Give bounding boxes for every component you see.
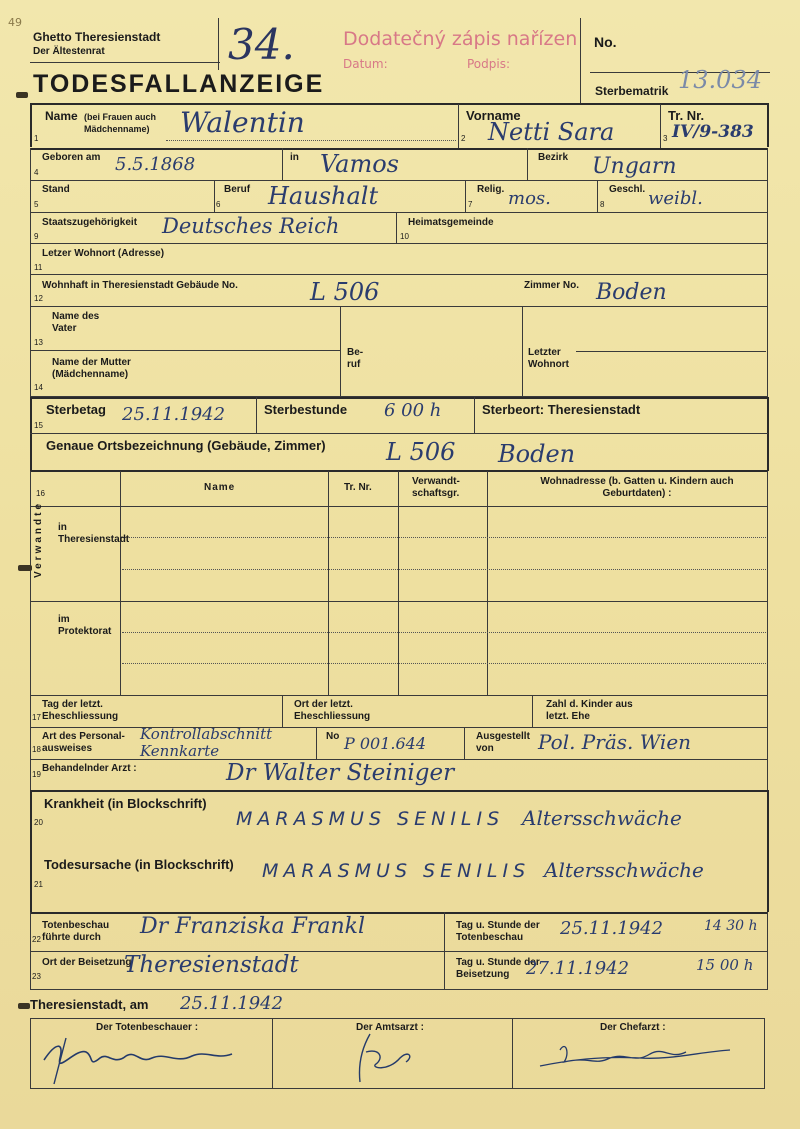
zimmer-value: Boden <box>596 280 667 305</box>
im-protektorat-label: im Protektorat <box>58 614 112 637</box>
sterbetag-value: 25.11.1942 <box>122 404 226 425</box>
sig-totenbeschauer-label: Der Totenbeschauer : <box>96 1022 199 1033</box>
wohnhaft-label: Wohnhaft in Theresienstadt Gebäude No. <box>42 280 238 291</box>
stamp-datum: Datum: <box>343 57 388 71</box>
relig-value: mos. <box>508 188 551 209</box>
ausweis-art-value: Kontrollabschnitt Kennkarte <box>140 725 273 760</box>
no-label: No. <box>594 34 617 50</box>
sterbeort-label: Sterbeort: Theresienstadt <box>482 402 641 417</box>
stand-label: Stand <box>42 184 70 195</box>
totenbeschau-tag-label: Tag u. Stunde der Totenbeschau <box>456 920 540 943</box>
stamp-podpis: Podpis: <box>467 57 511 71</box>
bezirk-value: Ungarn <box>592 154 677 179</box>
todesursache-label: Todesursache (in Blockschrift) <box>44 857 234 872</box>
krankheit-value1: MARASMUS SENILIS <box>236 808 505 830</box>
todesursache-value2: Altersschwäche <box>544 858 704 882</box>
totenbeschau-value: Dr Franziska Frankl <box>140 914 366 939</box>
arzt-label: Behandelnder Arzt : <box>42 763 137 774</box>
totenbeschau-tag-value: 25.11.1942 <box>560 918 664 939</box>
col-name: Name <box>204 482 236 493</box>
kinder-label: Zahl d. Kinder aus letzt. Ehe <box>546 699 633 722</box>
ortsbez-value1: L 506 <box>386 438 456 466</box>
staat-label: Staatszugehörigkeit <box>42 217 138 228</box>
col-verwandt: Verwandt- schaftsgr. <box>412 476 460 499</box>
krankheit-value2: Altersschwäche <box>522 806 682 830</box>
bezirk-label: Bezirk <box>538 152 569 163</box>
beisetzung-tag-value: 27.11.1942 <box>526 958 630 979</box>
sterbematrik-value: 13.034 <box>678 66 762 94</box>
sig-amtsarzt-label: Der Amtsarzt : <box>356 1022 424 1033</box>
place-date-label: Theresienstadt, am <box>30 997 149 1012</box>
beruf2-label: Be- ruf <box>347 347 364 370</box>
vater-label: Name des Vater <box>52 311 100 334</box>
beisetzung-tag-label: Tag u. Stunde der Beisetzung <box>456 957 540 980</box>
beisetzung-ort-label: Ort der Beisetzung <box>42 957 132 968</box>
arzt-value: Dr Walter Steiniger <box>226 760 455 786</box>
totenbeschau-label: Totenbeschau führte durch <box>42 920 110 943</box>
vorname-label: Vorname <box>466 108 521 123</box>
verwandte-label: Verwandte <box>33 500 44 578</box>
mutter-label: Name der Mutter (Mädchenname) <box>52 357 131 380</box>
letzter-wohnort2-label: Letzter Wohnort <box>528 347 569 370</box>
ortsbez-value2: Boden <box>498 440 576 468</box>
sterbetag-label: Sterbetag <box>46 402 106 417</box>
letzter-wohnort-label: Letzer Wohnort (Adresse) <box>42 248 165 259</box>
beisetzung-stunde-value: 15 00 h <box>696 956 754 974</box>
death-notice-form: 49 Ghetto Theresienstadt Der Ältestenrat TODESFALLANZEIGE 34. Dodatečný zápis nařízen Datum: Podpis: No. Sterbematrik 13.034 Name (bei Frauen auch Mädchenname) 1 Walentin Vorname 2 Netti Sara Tr. Nr. 3 IV/9-383 Geboren am 4 5.5.1868 in Vamos Bezirk Ungarn Stand 5 Beruf 6 Haushalt Relig. 7 mos. Geschl. 8 weibl. Staatszugehörigkeit 9 Deutsches Reich Heimatsgemeinde 10 Letzer Wohnort (Adresse) 11 Wohnhaft in Theresienstadt Gebäude No. 12 L 506 Zimmer No. Boden Name des Vater 13 Name der Mutter (Mädchenname) 14 Be- ruf Letzter Wohnort Sterbetag 15 25.11.1942 Sterbestunde 6 00 h Sterbeort: Theresienstadt Genaue Ortsbezeichnung (Gebäude, Zimmer) L 506 Boden 16 Name Tr. Nr. Verwandt- schaftsgr. Wohnadresse (b. Gatten u. Kindern auch Geburtdaten) : Verwandte in Theresienstadt im Protektorat Tag der letzt. Eheschliessung 17 Ort der letzt. Eheschliessung Zahl d. Kinder aus letzt. Ehe Art des Personal- ausweises 18 Kontrollabschnitt Kennkarte No P 001.644 Ausgestellt von Pol. Präs. Wien Behandelnder Arzt : 19 Dr Walter Steiniger Krankheit (in Blockschrift) 20 MARASMUS SENILIS Altersschwäche Todesursache (in Blockschrift) 21 MARASMUS SENILIS Altersschwäche Totenbeschau führte durch 22 Dr Franziska Frankl Tag u. Stunde der Totenbeschau 25.11.1942 14 30 h Ort der Beisetzung 23 Theresienstadt Tag u. Stunde der Beisetzung 27.11.1942 15 00 h Theresienstadt, am 25.11.1942 Der Totenbeschauer : Der Amtsarzt : Der Chefarzt : <box>0 0 800 1129</box>
zimmer-label: Zimmer No. <box>524 280 580 291</box>
ausweis-art-label: Art des Personal- ausweises <box>42 731 125 754</box>
relig-label: Relig. <box>477 184 505 195</box>
beisetzung-ort-value: Theresienstadt <box>124 952 299 978</box>
stamp-title: Dodatečný zápis nařízen <box>343 28 578 50</box>
heimat-label: Heimatsgemeinde <box>408 217 494 228</box>
trnr-label: Tr. Nr. <box>668 108 705 123</box>
signature-totenbeschauer <box>36 1030 266 1086</box>
krankheit-label: Krankheit (in Blockschrift) <box>44 796 207 811</box>
trnr-value: IV/9-383 <box>672 122 754 142</box>
institution-name: Ghetto Theresienstadt <box>33 30 161 44</box>
totenbeschau-stunde-value: 14 30 h <box>704 918 758 934</box>
corner-mark: 49 <box>8 16 22 29</box>
eheschl-ort-label: Ort der letzt. Eheschliessung <box>294 699 371 722</box>
handwritten-number: 34. <box>228 20 295 69</box>
place-date-value: 25.11.1942 <box>180 993 284 1014</box>
name-sublabel: (bei Frauen auch Mädchenname) <box>84 112 157 134</box>
signature-amtsarzt <box>340 1028 460 1086</box>
todesursache-value1: MARASMUS SENILIS <box>262 860 531 882</box>
staple-mark-top <box>16 92 28 98</box>
signature-chefarzt <box>530 1030 750 1084</box>
ausgestellt-label: Ausgestellt von <box>476 731 530 754</box>
col-wohnadresse: Wohnadresse (b. Gatten u. Kindern auch Geburtdaten) : <box>540 476 734 499</box>
staat-value: Deutsches Reich <box>162 214 340 238</box>
sterbestunde-label: Sterbestunde <box>264 402 348 417</box>
sterbestunde-value: 6 00 h <box>384 400 442 421</box>
eheschl-tag-label: Tag der letzt. Eheschliessung <box>42 699 119 722</box>
geboren-value: 5.5.1868 <box>115 154 196 175</box>
sig-chefarzt-label: Der Chefarzt : <box>600 1022 666 1033</box>
geboren-label: Geboren am <box>42 152 101 163</box>
name-label: Name <box>45 109 78 123</box>
vorname-value: Netti Sara <box>488 118 615 146</box>
ausweis-no-value: P 001.644 <box>344 734 427 753</box>
ortsbez-label: Genaue Ortsbezeichnung (Gebäude, Zimmer) <box>46 438 326 453</box>
in-value: Vamos <box>320 150 399 178</box>
in-label: in <box>290 152 299 163</box>
form-title: TODESFALLANZEIGE <box>33 70 325 98</box>
beruf-label: Beruf <box>224 184 251 195</box>
wohnhaft-value: L 506 <box>310 278 380 306</box>
ausweis-no-label: No <box>326 731 340 742</box>
beruf-value: Haushalt <box>268 182 379 210</box>
staple-mark-bottom <box>18 1003 30 1009</box>
sterbematrik-label: Sterbematrik <box>595 84 669 98</box>
staple-mark-middle <box>18 565 32 571</box>
col-trnr: Tr. Nr. <box>344 482 372 493</box>
geschl-label: Geschl. <box>609 184 646 195</box>
in-theresienstadt-label: in Theresienstadt <box>58 522 130 545</box>
geschl-value: weibl. <box>648 188 703 209</box>
ausgestellt-value: Pol. Präs. Wien <box>538 730 692 754</box>
institution-council: Der Ältestenrat <box>33 46 105 57</box>
name-value: Walentin <box>180 106 305 139</box>
